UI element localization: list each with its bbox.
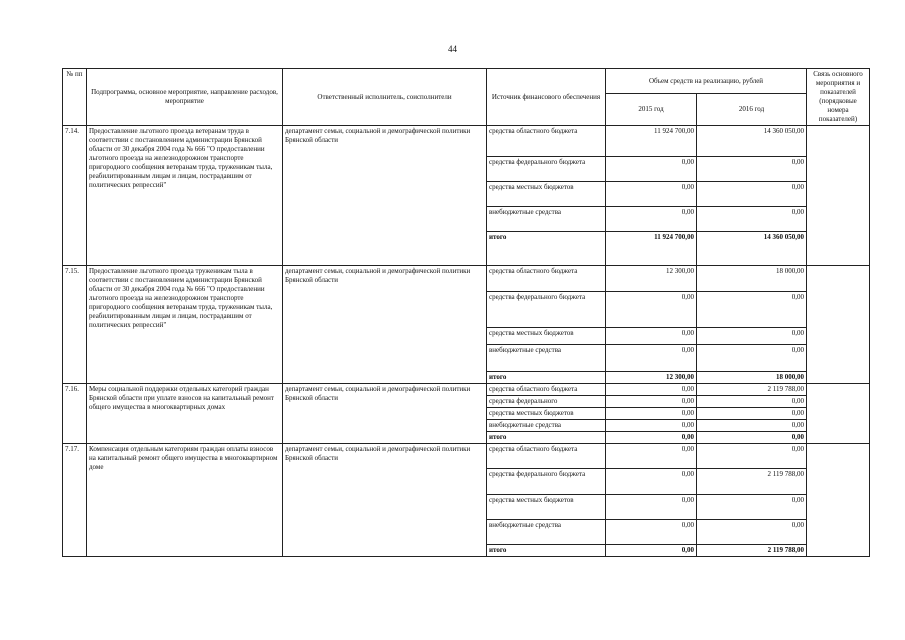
value-2015: 0,00	[606, 207, 697, 232]
source-cell: средства местных бюджетов	[487, 495, 606, 520]
header-executor: Ответственный исполнитель, соисполнители	[283, 69, 487, 126]
value-2015: 0,00	[606, 182, 697, 207]
budget-table	[62, 68, 870, 557]
executor-text: департамент семьи, социальной и демографической политики Брянской области	[283, 384, 487, 444]
value-2015: 11 924 700,00	[606, 232, 697, 266]
value-2015: 11 924 700,00	[606, 126, 697, 157]
program-text: Компенсация отдельным категориям граждан оплаты взносов на капитальный ремонт общего имущества в многоквартирном доме	[87, 444, 283, 557]
header-volume: Объем средств на реализацию, рублей	[606, 69, 807, 94]
value-2016: 18 000,00	[697, 372, 807, 384]
value-2016: 0,00	[697, 520, 807, 545]
value-2016: 14 360 050,00	[697, 126, 807, 157]
value-2015: 0,00	[606, 469, 697, 495]
source-cell: средства областного бюджета	[487, 444, 606, 469]
value-2015: 0,00	[606, 292, 697, 328]
source-cell: средства федерального бюджета	[487, 469, 606, 495]
link-cell	[807, 266, 870, 384]
value-2015: 0,00	[606, 396, 697, 408]
value-2015: 12 300,00	[606, 266, 697, 292]
link-cell	[807, 384, 870, 444]
source-cell: итого	[487, 432, 606, 444]
value-2015: 12 300,00	[606, 372, 697, 384]
source-cell: итого	[487, 545, 606, 557]
value-2016: 0,00	[697, 207, 807, 232]
row-number: 7.16.	[63, 384, 87, 444]
source-cell: средства областного бюджета	[487, 266, 606, 292]
value-2016: 0,00	[697, 432, 807, 444]
source-cell: внебюджетные средства	[487, 420, 606, 432]
group-7-17	[63, 444, 870, 557]
source-cell: средства федерального	[487, 396, 606, 408]
value-2016: 2 119 788,00	[697, 469, 807, 495]
value-2016: 0,00	[697, 345, 807, 372]
program-text: Меры социальной поддержки отдельных категорий граждан Брянской области при уплате взносов на капитальный ремонт общего имущества в многоквартирных домах	[87, 384, 283, 444]
header-2016: 2016 год	[697, 94, 807, 126]
source-cell: средства федерального бюджета	[487, 157, 606, 182]
source-cell: итого	[487, 232, 606, 266]
header-2015: 2015 год	[606, 94, 697, 126]
value-2016: 0,00	[697, 157, 807, 182]
value-2015: 0,00	[606, 432, 697, 444]
value-2015: 0,00	[606, 408, 697, 420]
value-2016: 0,00	[697, 292, 807, 328]
program-text: Предоставление льготного проезда труженикам тыла в соответствии с постановлением администрации Брянской области от 30 декабря 2004 года № 666 "О предоставлении льготного проезда на железнодорожном транспорте пригородного сообщения ветеранам труда, труженикам тыла, реабилитированным лицам и лицам, пострадавшим от политических репрессий"	[87, 266, 283, 384]
group-7-14	[63, 126, 870, 266]
page-number: 44	[448, 44, 457, 54]
value-2016: 0,00	[697, 396, 807, 408]
source-cell: итого	[487, 372, 606, 384]
value-2015: 0,00	[606, 420, 697, 432]
value-2015: 0,00	[606, 444, 697, 469]
executor-text: департамент семьи, социальной и демографической политики Брянской области	[283, 126, 487, 266]
value-2016: 0,00	[697, 408, 807, 420]
row-number: 7.15.	[63, 266, 87, 384]
value-2016: 0,00	[697, 444, 807, 469]
source-cell: средства областного бюджета	[487, 384, 606, 396]
header-program: Подпрограмма, основное мероприятие, направление расходов, мероприятие	[87, 69, 283, 126]
value-2016: 0,00	[697, 182, 807, 207]
link-cell	[807, 444, 870, 557]
value-2016: 0,00	[697, 420, 807, 432]
value-2016: 18 000,00	[697, 266, 807, 292]
source-cell: средства местных бюджетов	[487, 408, 606, 420]
source-cell: внебюджетные средства	[487, 345, 606, 372]
value-2015: 0,00	[606, 495, 697, 520]
source-cell: внебюджетные средства	[487, 207, 606, 232]
executor-text: департамент семьи, социальной и демографической политики Брянской области	[283, 266, 487, 384]
value-2016: 0,00	[697, 495, 807, 520]
source-cell: средства областного бюджета	[487, 126, 606, 157]
value-2015: 0,00	[606, 384, 697, 396]
group-7-15	[63, 266, 870, 384]
value-2015: 0,00	[606, 157, 697, 182]
executor-text: департамент семьи, социальной и демографической политики Брянской области	[283, 444, 487, 557]
value-2016: 2 119 788,00	[697, 384, 807, 396]
header-source: Источник финансового обеспечения	[487, 69, 606, 126]
value-2016: 0,00	[697, 328, 807, 345]
group-7-16	[63, 384, 870, 444]
source-cell: средства местных бюджетов	[487, 328, 606, 345]
header-link: Связь основного мероприятия и показателей (порядковые номера показателей)	[807, 69, 870, 126]
value-2015: 0,00	[606, 345, 697, 372]
value-2015: 0,00	[606, 328, 697, 345]
header-num: № пп	[63, 69, 87, 126]
program-text: Предоставление льготного проезда ветеранам труда в соответствии с постановлением администрации Брянской области от 30 декабря 2004 года № 666 "О предоставлении льготного проезда на железнодорожном транспорте пригородного сообщения ветеранам труда, труженикам тыла, реабилитированным лицам и лицам, пострадавшим от политических репрессий"	[87, 126, 283, 266]
value-2015: 0,00	[606, 545, 697, 557]
source-cell: средства местных бюджетов	[487, 182, 606, 207]
source-cell: внебюджетные средства	[487, 520, 606, 545]
source-cell: средства федерального бюджета	[487, 292, 606, 328]
value-2016: 2 119 788,00	[697, 545, 807, 557]
value-2016: 14 360 050,00	[697, 232, 807, 266]
row-number: 7.14.	[63, 126, 87, 266]
value-2015: 0,00	[606, 520, 697, 545]
row-number: 7.17.	[63, 444, 87, 557]
link-cell	[807, 126, 870, 266]
